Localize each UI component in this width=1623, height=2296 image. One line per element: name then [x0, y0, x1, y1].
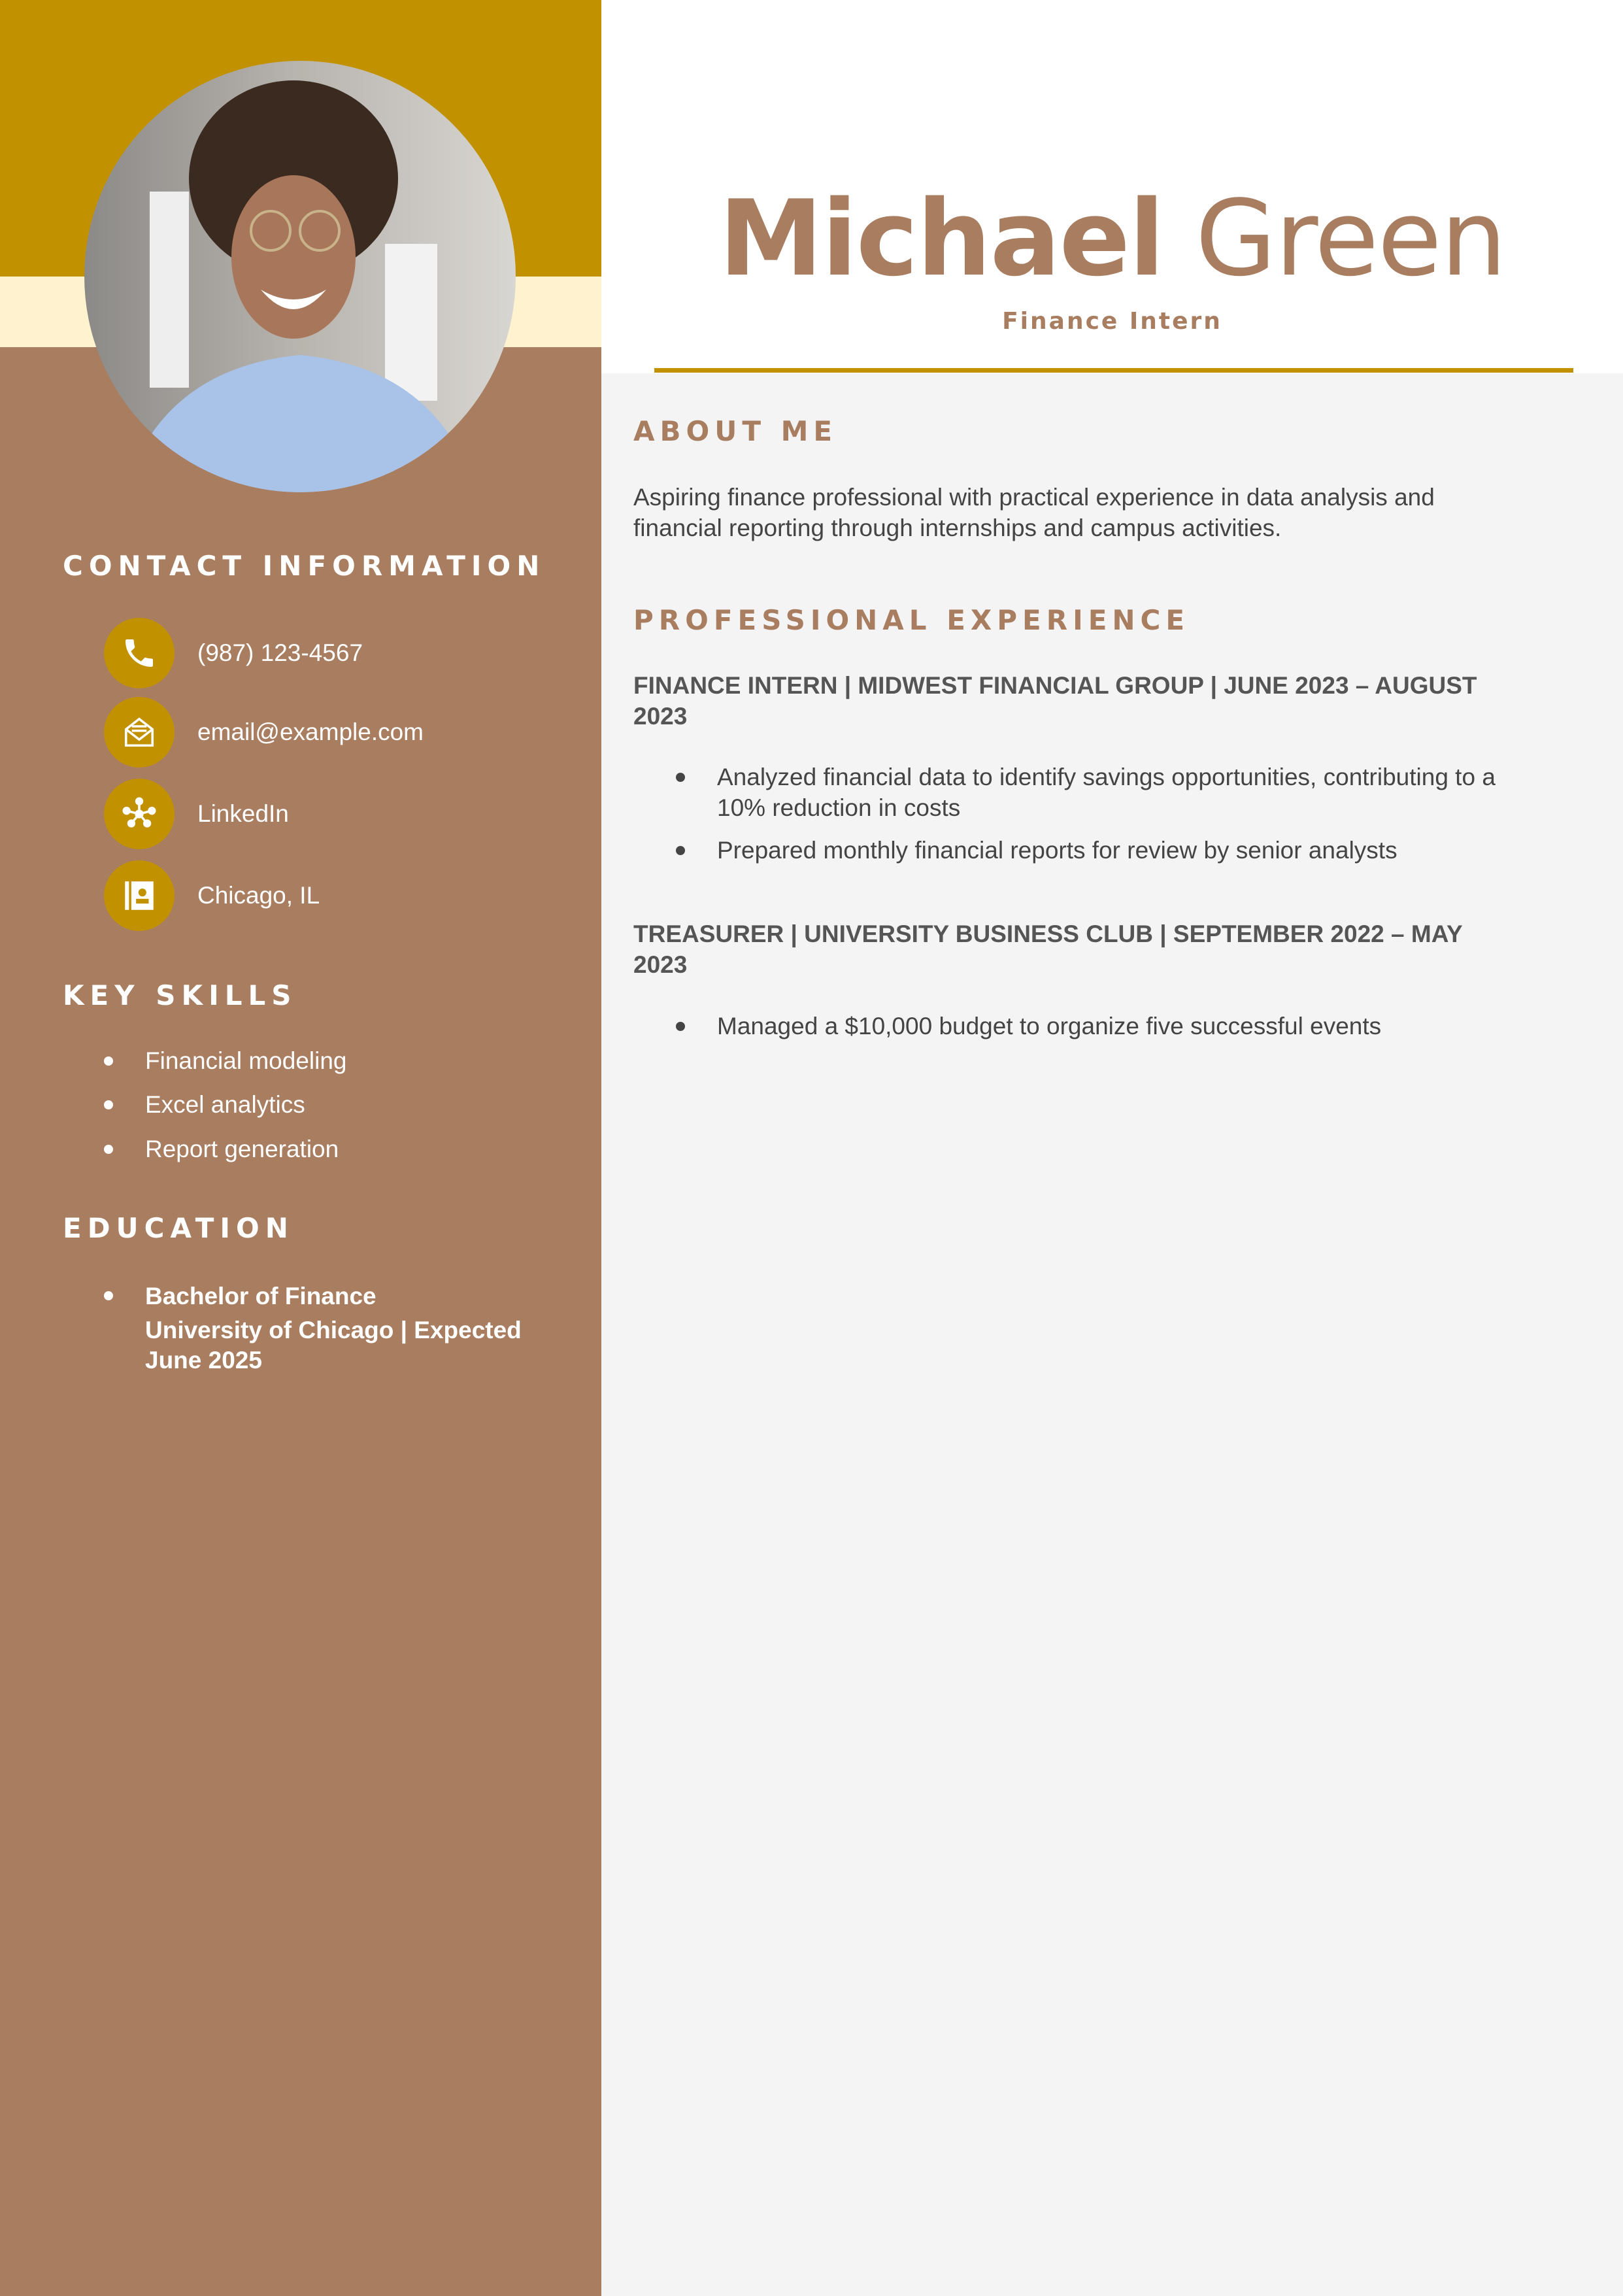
- about-line: financial reporting through internships and campus activities.: [633, 515, 1282, 541]
- bullet: [676, 1022, 685, 1031]
- bullet: [104, 1145, 113, 1154]
- contact-heading: CONTACT INFORMATION: [63, 550, 546, 582]
- education-heading: EDUCATION: [63, 1212, 294, 1244]
- education-degree: Bachelor of Finance: [145, 1283, 376, 1309]
- bullet: [104, 1291, 113, 1300]
- education-date: June 2025: [145, 1347, 262, 1374]
- address-book-icon: [104, 860, 175, 931]
- bullet: [104, 1056, 113, 1066]
- bullet-line: 10% reduction in costs: [717, 794, 961, 821]
- envelope-icon: [104, 697, 175, 768]
- experience-heading: PROFESSIONAL EXPERIENCE: [633, 604, 1190, 636]
- job-title-line: 2023: [633, 951, 688, 978]
- skill-item: Financial modeling: [145, 1047, 347, 1074]
- job-title: Finance Intern: [1002, 308, 1222, 335]
- bullet: [676, 773, 685, 782]
- bullet: [104, 1100, 113, 1109]
- job-heading: [633, 919, 1548, 980]
- job-title-line: TREASURER | UNIVERSITY BUSINESS CLUB | SEPTEMBER 2022 – MAY: [633, 920, 1463, 947]
- candidate-name: [601, 177, 1623, 301]
- header-divider: [654, 368, 1573, 373]
- contact-location: Chicago, IL: [197, 882, 320, 909]
- contact-email[interactable]: email@example.com: [197, 718, 424, 745]
- skill-item: Report generation: [145, 1136, 339, 1162]
- job-bullet: [717, 762, 1496, 823]
- contact-phone: (987) 123-4567: [197, 639, 363, 666]
- skills-heading: KEY SKILLS: [63, 979, 297, 1011]
- contact-linkedin[interactable]: LinkedIn: [197, 800, 289, 827]
- network-icon: [104, 779, 175, 849]
- education-school: University of Chicago | Expected: [145, 1317, 522, 1343]
- job-bullet: Managed a $10,000 budget to organize five successful events: [717, 1013, 1382, 1039]
- bullet: [676, 846, 685, 855]
- profile-photo: [84, 61, 516, 492]
- skill-item: Excel analytics: [145, 1091, 305, 1118]
- job-bullet: Prepared monthly financial reports for review by senior analysts: [717, 837, 1397, 864]
- education-entry: [145, 1280, 522, 1377]
- job-heading: [633, 670, 1548, 732]
- job-title-line: 2023: [633, 703, 688, 730]
- last-name: Green: [1195, 177, 1506, 299]
- job-title-line: FINANCE INTERN | MIDWEST FINANCIAL GROUP | JUNE 2023 – AUGUST: [633, 672, 1477, 699]
- about-line: Aspiring finance professional with practical experience in data analysis and: [633, 484, 1435, 511]
- about-heading: ABOUT ME: [633, 415, 838, 447]
- bullet-line: Analyzed financial data to identify savings opportunities, contributing to a: [717, 764, 1496, 790]
- first-name: Michael: [718, 177, 1163, 299]
- about-text: [633, 482, 1435, 543]
- phone-icon: [104, 618, 175, 688]
